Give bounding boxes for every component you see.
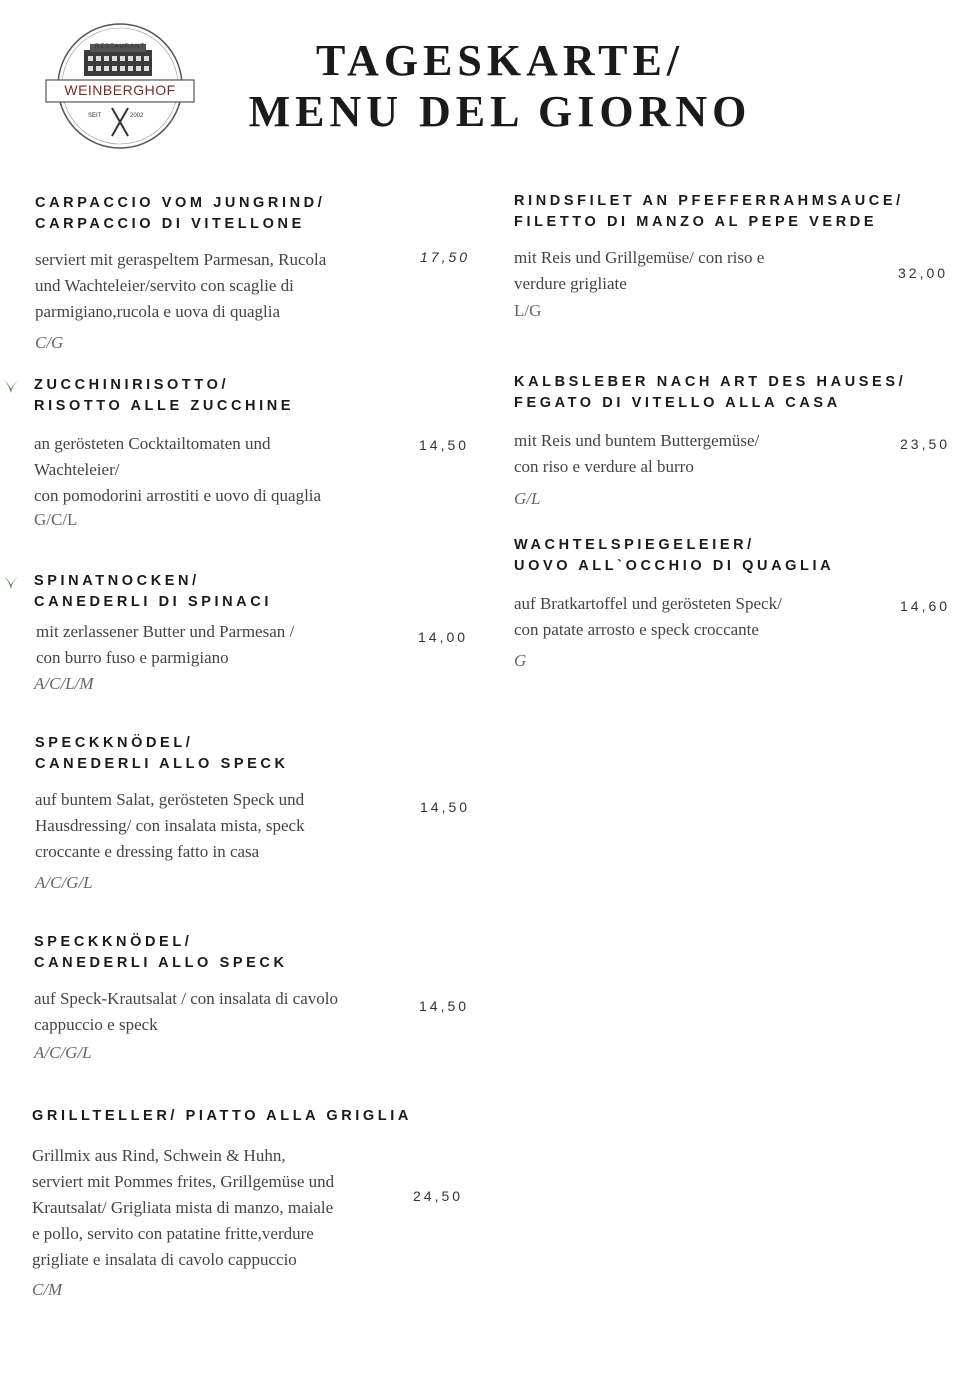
restaurant-logo [40,16,200,156]
description-line: verdure grigliate [514,274,627,293]
description-line: croccante e dressing fatto in casa [35,842,260,861]
description-line: parmigiano,rucola e uova di quaglia [35,302,280,321]
menu-item-title-line-1: SPECKKNÖDEL/ [35,735,194,751]
allergen-codes: G/C/L [34,510,78,529]
description-line: con pomodorini arrostiti e uovo di quaglia [34,486,322,505]
description-line: serviert mit Pommes frites, Grillgemüse und [32,1172,335,1191]
description-line: auf Bratkartoffel und gerösteten Speck/ [514,594,782,613]
description-line: e pollo, servito con patatine fritte,verdure [32,1224,314,1243]
logo-year: 2002 [130,113,144,119]
menu-item-title-line-1: GRILLTELLER/ PIATTO ALLA GRIGLIA [32,1108,412,1124]
description-line: auf Speck-Krautsalat / con insalata di cavolo [34,989,338,1008]
allergen-codes: A/C/G/L [35,873,93,892]
menu-item-title-line-2: UOVO ALL`OCCHIO DI QUAGLIA [514,558,835,574]
menu-item-title-line-2: CANEDERLI ALLO SPECK [35,756,289,772]
logo-ring-text: RESTAURANT [94,44,146,50]
menu-item-title [34,375,484,417]
menu-item-title-line-1: KALBSLEBER NACH ART DES HAUSES/ [514,374,907,390]
menu-item-title [514,535,964,577]
page-title-line-1: TAGESKARTE/ [315,36,685,85]
menu-item-title-line-1: SPINATNOCKEN/ [34,573,200,589]
description-line: auf buntem Salat, gerösteten Speck und [35,790,305,809]
page-title-line-2: MENU DEL GIORNO [248,86,752,136]
menu-item-title-line-2: FILETTO DI MANZO AL PEPE VERDE [514,214,878,230]
menu-item-title-line-1: ZUCCHINIRISOTTO/ [34,377,230,393]
allergen-codes: A/C/G/L [34,1043,92,1062]
menu-item-description [514,591,964,643]
description-line: serviert mit geraspeltem Parmesan, Rucola [35,250,327,269]
description-line: und Wachteleier/servito con scaglie di [35,276,294,295]
menu-item-price: 14,00 [418,629,469,645]
description-line: mit Reis und buntem Buttergemüse/ [514,431,760,450]
allergen-codes: L/G [514,301,542,320]
vegetarian-leaf-icon [0,377,24,395]
description-line: mit Reis und Grillgemüse/ con riso e [514,248,765,267]
menu-item-description [35,787,485,865]
menu-item-title-line-2: RISOTTO ALLE ZUCCHINE [34,398,295,414]
menu-item [32,1106,482,1299]
description-line: con patate arrosto e speck croccante [514,620,759,639]
menu-item-description [514,245,964,297]
menu-item-price: 14,50 [419,437,470,453]
menu-item-title [32,1106,482,1127]
menu-item-price: 23,50 [900,436,951,452]
menu-item-title-line-2: CARPACCIO DI VITELLONE [35,216,305,232]
menu-item [514,535,964,670]
menu-item-description [34,986,484,1038]
menu-item-price: 14,50 [419,998,470,1014]
logo-seit: SEIT [88,113,102,119]
menu-item [35,193,485,352]
menu-item-title-line-1: RINDSFILET AN PFEFFERRAHMSAUCE/ [514,193,904,209]
menu-item-title-line-1: WACHTELSPIEGELEIER/ [514,537,755,553]
description-line: Wachteleier/ [34,460,120,479]
menu-item-title [514,191,964,233]
description-line: grigliate e insalata di cavolo cappuccio [32,1250,297,1269]
allergen-codes: A/C/L/M [34,674,94,693]
description-line: Hausdressing/ con insalata mista, speck [35,816,305,835]
menu-item-price: 14,60 [900,598,951,614]
menu-item-title [34,932,484,974]
description-line: Grillmix aus Rind, Schwein & Huhn, [32,1146,286,1165]
menu-item-title-line-1: CARPACCIO VOM JUNGRIND/ [35,195,326,211]
menu-item [514,191,964,320]
menu-item-description [32,1143,482,1273]
vegetarian-leaf-icon [0,573,24,591]
menu-item-title-line-2: CANEDERLI ALLO SPECK [34,955,288,971]
menu-item-title [35,733,485,775]
menu-item-description [514,428,964,480]
description-line: Krautsalat/ Grigliata mista di manzo, maiale [32,1198,334,1217]
menu-item-title-line-2: FEGATO DI VITELLO ALLA CASA [514,395,841,411]
menu-item-description [35,247,485,325]
logo-name: WEINBERGHOF [64,82,176,98]
menu-item-description [34,431,484,509]
allergen-codes: C/G [35,333,64,352]
menu-item [34,375,484,529]
menu-item [34,932,484,1062]
description-line: con riso e verdure al burro [514,457,694,476]
allergen-codes: C/M [32,1280,63,1299]
allergen-codes: G [514,651,527,670]
menu-item-title [35,193,485,235]
description-line: cappuccio e speck [34,1015,158,1034]
description-line: an gerösteten Cocktailtomaten und [34,434,271,453]
menu-item [514,372,964,508]
menu-item-price: 17,50 [420,249,471,265]
menu-item-title [34,571,484,613]
menu-item-title [514,372,964,414]
description-line: mit zerlassener Butter und Parmesan / [36,622,295,641]
menu-item-description [34,619,484,671]
menu-item-price: 24,50 [413,1188,464,1204]
menu-item-price: 14,50 [420,799,471,815]
description-line: con burro fuso e parmigiano [36,648,229,667]
menu-item [34,571,484,693]
menu-item-title-line-1: SPECKKNÖDEL/ [34,934,193,950]
page-title [240,36,760,137]
menu-item-title-line-2: CANEDERLI DI SPINACI [34,594,272,610]
menu-item [35,733,485,892]
menu-item-price: 32,00 [898,265,949,281]
allergen-codes: G/L [514,489,541,508]
